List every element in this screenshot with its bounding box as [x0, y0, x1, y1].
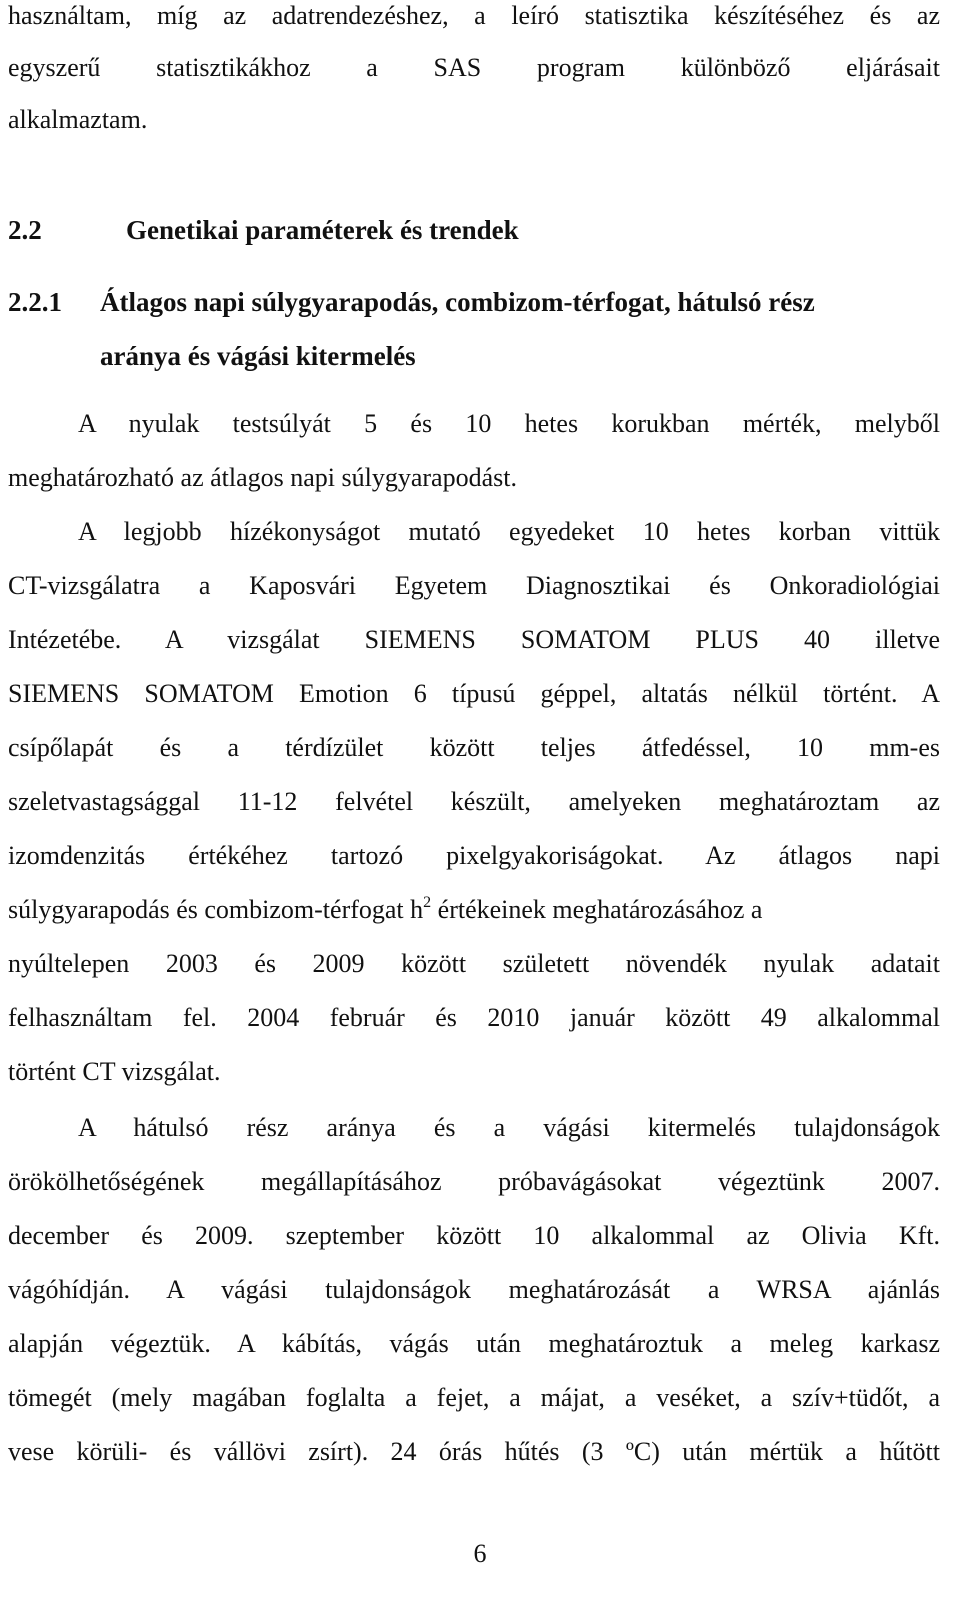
line-part: súlygyarapodás és combizom-térfogat h: [8, 895, 424, 924]
intro-line-2: egyszerű statisztikákhoz a SAS program különböző eljárásait: [8, 53, 940, 82]
paragraph-line: A nyulak testsúlyát 5 és 10 hetes korukban mérték, melyből: [78, 409, 940, 438]
subsection-number: 2.2.1: [8, 287, 62, 317]
paragraph-line: SIEMENS SOMATOM Emotion 6 típusú géppel, altatás nélkül történt. A: [8, 679, 940, 708]
paragraph-line: Intézetébe. A vizsgálat SIEMENS SOMATOM PLUS 40 illetve: [8, 625, 940, 654]
paragraph-line-with-superscript: [8, 894, 940, 926]
section-title: Genetikai paraméterek és trendek: [126, 215, 519, 245]
paragraph-line: meghatározható az átlagos napi súlygyarapodást.: [8, 463, 517, 492]
paragraph-line: történt CT vizsgálat.: [8, 1057, 221, 1086]
section-number: 2.2: [8, 215, 42, 245]
page-number: 6: [473, 1539, 487, 1568]
paragraph-line: szeletvastagsággal 11-12 felvétel készült, amelyeken meghatároztam az: [8, 787, 940, 816]
superscript: 2: [423, 894, 432, 911]
paragraph-line: vese körüli- és vállövi zsírt). 24 órás hűtés (3 ºC) után mértük a hűtött: [8, 1437, 940, 1466]
paragraph-line: nyúltelepen 2003 és 2009 között született növendék nyulak adatait: [8, 949, 940, 978]
paragraph-line: tömegét (mely magában foglalta a fejet, a májat, a veséket, a szív+tüdőt, a: [8, 1383, 940, 1412]
intro-line-1: használtam, míg az adatrendezéshez, a leíró statisztika készítéséhez és az: [8, 1, 940, 30]
subsection-title-1: Átlagos napi súlygyarapodás, combizom-térfogat, hátulsó rész: [100, 287, 815, 317]
paragraph-line: örökölhetőségének megállapításához próbavágásokat végeztünk 2007.: [8, 1167, 940, 1196]
paragraph-line: izomdenzitás értékéhez tartozó pixelgyakoriságokat. Az átlagos napi: [8, 841, 940, 870]
paragraph-line: alapján végeztük. A kábítás, vágás után meghatároztuk a meleg karkasz: [8, 1329, 940, 1358]
paragraph-line: A legjobb hízékonyságot mutató egyedeket 10 hetes korban vittük: [78, 517, 940, 546]
paragraph-line: csípőlapát és a térdízület között teljes átfedéssel, 10 mm-es: [8, 733, 940, 762]
section-heading: [8, 214, 940, 246]
subsection-heading-line-2: aránya és vágási kitermelés: [100, 341, 416, 371]
paragraph-line: A hátulsó rész aránya és a vágási kitermelés tulajdonságok: [78, 1113, 940, 1142]
line-part: értékeinek meghatározásához a: [431, 895, 763, 924]
intro-line-3: alkalmaztam.: [8, 105, 148, 134]
paragraph-line: CT-vizsgálatra a Kaposvári Egyetem Diagnosztikai és Onkoradiológiai: [8, 571, 940, 600]
paragraph-line: felhasználtam fel. 2004 február és 2010 január között 49 alkalommal: [8, 1003, 940, 1032]
paragraph-line: vágóhídján. A vágási tulajdonságok meghatározását a WRSA ajánlás: [8, 1275, 940, 1304]
paragraph-line: december és 2009. szeptember között 10 alkalommal az Olivia Kft.: [8, 1221, 940, 1250]
subsection-heading-line-1: [8, 286, 940, 318]
